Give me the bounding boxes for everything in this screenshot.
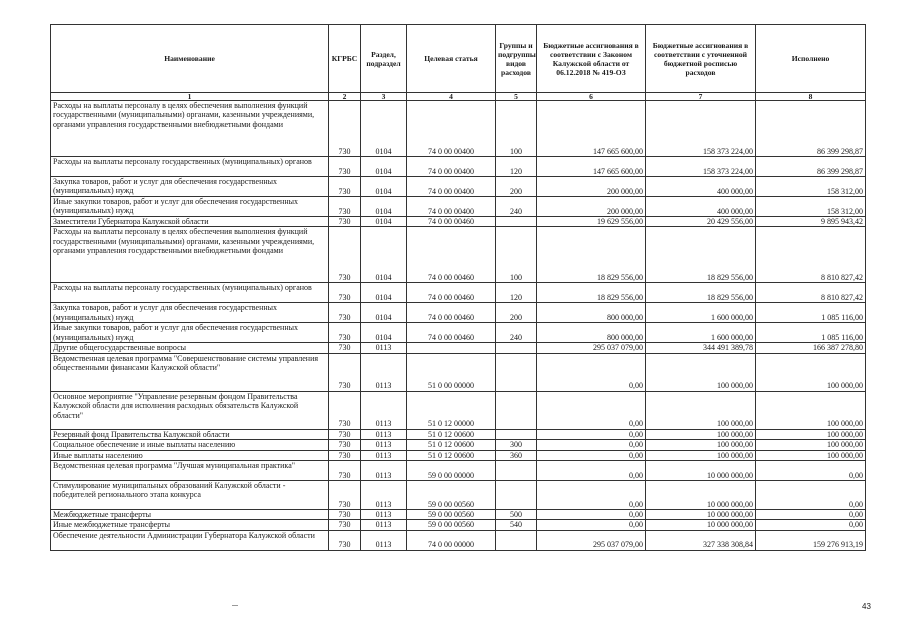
column-number: 7 [646, 93, 756, 101]
row-budget-refined: 20 429 556,00 [646, 217, 756, 227]
row-kgrbs: 730 [329, 303, 361, 323]
row-budget-law: 0,00 [537, 429, 646, 439]
row-kgrbs: 730 [329, 461, 361, 481]
row-kgrbs: 730 [329, 429, 361, 439]
row-budget-law: 800 000,00 [537, 323, 646, 343]
table-row [51, 461, 866, 481]
row-section: 0113 [361, 530, 407, 550]
row-budget-refined: 10 000 000,00 [646, 461, 756, 481]
row-target: 59 0 00 00560 [407, 520, 496, 530]
row-target: 59 0 00 00560 [407, 481, 496, 510]
column-number: 2 [329, 93, 361, 101]
row-executed: 1 085 116,00 [756, 303, 866, 323]
column-number-row [51, 93, 866, 101]
row-target: 74 0 00 00460 [407, 323, 496, 343]
row-budget-law: 147 665 600,00 [537, 157, 646, 177]
table-row [51, 510, 866, 520]
row-budget-law: 0,00 [537, 461, 646, 481]
row-budget-law: 0,00 [537, 450, 646, 460]
row-budget-refined: 100 000,00 [646, 440, 756, 450]
row-section: 0104 [361, 197, 407, 217]
column-number: 4 [407, 93, 496, 101]
row-kgrbs: 730 [329, 323, 361, 343]
row-kgrbs: 730 [329, 217, 361, 227]
row-group: 500 [496, 510, 537, 520]
row-name: Другие общегосударственные вопросы [51, 343, 329, 353]
row-executed: 9 895 943,42 [756, 217, 866, 227]
page-number: 43 [862, 602, 871, 611]
row-name: Межбюджетные трансферты [51, 510, 329, 520]
row-group [496, 217, 537, 227]
row-executed: 100 000,00 [756, 440, 866, 450]
row-name: Расходы на выплаты персоналу государственных (муниципальных) органов [51, 283, 329, 303]
row-group [496, 353, 537, 391]
row-kgrbs: 730 [329, 227, 361, 283]
header-kgrbs: КГРБС [329, 25, 361, 93]
row-name: Иные закупки товаров, работ и услуг для обеспечения государственных (муниципальных) нужд [51, 323, 329, 343]
table-row [51, 440, 866, 450]
row-section: 0113 [361, 481, 407, 510]
table-row [51, 217, 866, 227]
row-section: 0113 [361, 353, 407, 391]
row-budget-refined: 158 373 224,00 [646, 157, 756, 177]
row-name: Расходы на выплаты персоналу в целях обеспечения выполнения функций государственными (муниципальными) органами, казенными учреждениями, органами управления государственными внебюджетными фондами [51, 101, 329, 157]
row-name: Основное мероприятие "Управление резервным фондом Правительства Калужской области для исполнения расходных обязательств Калужской области" [51, 391, 329, 429]
row-target: 51 0 12 00600 [407, 450, 496, 460]
row-target: 74 0 00 00460 [407, 283, 496, 303]
row-target: 74 0 00 00460 [407, 303, 496, 323]
row-section: 0104 [361, 177, 407, 197]
row-budget-refined: 1 600 000,00 [646, 323, 756, 343]
row-target: 59 0 00 00000 [407, 461, 496, 481]
row-kgrbs: 730 [329, 157, 361, 177]
column-number: 3 [361, 93, 407, 101]
row-executed: 158 312,00 [756, 177, 866, 197]
row-budget-law: 0,00 [537, 481, 646, 510]
row-name: Социальное обеспечение и иные выплаты населению [51, 440, 329, 450]
row-group [496, 461, 537, 481]
row-budget-law: 147 665 600,00 [537, 101, 646, 157]
row-budget-refined: 100 000,00 [646, 450, 756, 460]
row-budget-law: 19 629 556,00 [537, 217, 646, 227]
row-budget-law: 0,00 [537, 391, 646, 429]
row-kgrbs: 730 [329, 391, 361, 429]
row-section: 0113 [361, 429, 407, 439]
row-target: 74 0 00 00400 [407, 101, 496, 157]
budget-table [50, 24, 866, 551]
row-executed: 0,00 [756, 520, 866, 530]
row-section: 0104 [361, 227, 407, 283]
row-budget-refined: 10 000 000,00 [646, 481, 756, 510]
row-group [496, 391, 537, 429]
header-budget-law: Бюджетные ассигнования в соответствии с Законом Калужской области от 06.12.2018 № 419-ОЗ [537, 25, 646, 93]
row-budget-refined: 1 600 000,00 [646, 303, 756, 323]
row-executed: 0,00 [756, 481, 866, 510]
row-group: 240 [496, 323, 537, 343]
row-budget-law: 295 037 079,00 [537, 530, 646, 550]
row-group: 120 [496, 283, 537, 303]
row-section: 0113 [361, 391, 407, 429]
row-section: 0113 [361, 461, 407, 481]
row-budget-law: 0,00 [537, 353, 646, 391]
row-executed: 1 085 116,00 [756, 323, 866, 343]
row-group: 240 [496, 197, 537, 217]
row-budget-law: 0,00 [537, 520, 646, 530]
column-number: 6 [537, 93, 646, 101]
row-target: 74 0 00 00460 [407, 227, 496, 283]
row-kgrbs: 730 [329, 177, 361, 197]
row-name: Иные закупки товаров, работ и услуг для обеспечения государственных (муниципальных) нужд [51, 197, 329, 217]
row-group [496, 481, 537, 510]
row-section: 0113 [361, 520, 407, 530]
row-budget-law: 18 829 556,00 [537, 283, 646, 303]
row-name: Иные выплаты населению [51, 450, 329, 460]
row-budget-law: 200 000,00 [537, 177, 646, 197]
row-executed: 166 387 278,80 [756, 343, 866, 353]
header-executed: Исполнено [756, 25, 866, 93]
row-budget-law: 295 037 079,00 [537, 343, 646, 353]
row-target: 74 0 00 00460 [407, 217, 496, 227]
row-section: 0113 [361, 450, 407, 460]
row-executed: 100 000,00 [756, 353, 866, 391]
table-row [51, 323, 866, 343]
row-executed: 158 312,00 [756, 197, 866, 217]
row-section: 0104 [361, 157, 407, 177]
row-executed: 8 810 827,42 [756, 227, 866, 283]
row-kgrbs: 730 [329, 101, 361, 157]
row-budget-refined: 344 491 389,78 [646, 343, 756, 353]
row-kgrbs: 730 [329, 440, 361, 450]
row-executed: 0,00 [756, 461, 866, 481]
table-row [51, 520, 866, 530]
row-name: Заместители Губернатора Калужской области [51, 217, 329, 227]
row-executed: 86 399 298,87 [756, 157, 866, 177]
row-budget-law: 0,00 [537, 510, 646, 520]
row-section: 0113 [361, 510, 407, 520]
row-kgrbs: 730 [329, 197, 361, 217]
row-budget-refined: 158 373 224,00 [646, 101, 756, 157]
header-section: Раздел, подраздел [361, 25, 407, 93]
row-target [407, 343, 496, 353]
table-row [51, 227, 866, 283]
row-budget-refined: 327 338 308,84 [646, 530, 756, 550]
row-target: 51 0 12 00600 [407, 429, 496, 439]
row-target: 51 0 12 00000 [407, 391, 496, 429]
row-name: Закупка товаров, работ и услуг для обеспечения государственных (муниципальных) нужд [51, 177, 329, 197]
table-row [51, 157, 866, 177]
table-row [51, 481, 866, 510]
row-section: 0104 [361, 323, 407, 343]
row-budget-law: 800 000,00 [537, 303, 646, 323]
header-name: Наименование [51, 25, 329, 93]
header-target: Целевая статья [407, 25, 496, 93]
row-group: 300 [496, 440, 537, 450]
row-kgrbs: 730 [329, 530, 361, 550]
row-kgrbs: 730 [329, 283, 361, 303]
row-group: 100 [496, 101, 537, 157]
row-budget-refined: 18 829 556,00 [646, 227, 756, 283]
row-kgrbs: 730 [329, 481, 361, 510]
row-name: Обеспечение деятельности Администрации Губернатора Калужской области [51, 530, 329, 550]
row-budget-law: 200 000,00 [537, 197, 646, 217]
row-budget-refined: 100 000,00 [646, 429, 756, 439]
row-budget-refined: 18 829 556,00 [646, 283, 756, 303]
row-group [496, 343, 537, 353]
row-target: 51 0 12 00600 [407, 440, 496, 450]
row-executed: 8 810 827,42 [756, 283, 866, 303]
row-executed: 86 399 298,87 [756, 101, 866, 157]
table-row [51, 197, 866, 217]
row-kgrbs: 730 [329, 510, 361, 520]
table-row [51, 283, 866, 303]
row-target: 74 0 00 00400 [407, 177, 496, 197]
header-budget-refined: Бюджетные ассигнования в соответствии с уточненной бюджетной росписью расходов [646, 25, 756, 93]
row-budget-law: 18 829 556,00 [537, 227, 646, 283]
row-section: 0113 [361, 343, 407, 353]
row-name: Иные межбюджетные трансферты [51, 520, 329, 530]
table-row [51, 343, 866, 353]
row-section: 0104 [361, 303, 407, 323]
row-group: 200 [496, 303, 537, 323]
table-row [51, 353, 866, 391]
row-target: 74 0 00 00000 [407, 530, 496, 550]
row-group: 120 [496, 157, 537, 177]
row-budget-refined: 10 000 000,00 [646, 520, 756, 530]
row-name: Расходы на выплаты персоналу государственных (муниципальных) органов [51, 157, 329, 177]
row-section: 0104 [361, 101, 407, 157]
row-kgrbs: 730 [329, 353, 361, 391]
row-section: 0104 [361, 283, 407, 303]
row-budget-refined: 10 000 000,00 [646, 510, 756, 520]
row-target: 51 0 00 00000 [407, 353, 496, 391]
row-executed: 159 276 913,19 [756, 530, 866, 550]
header-row [51, 25, 866, 93]
row-group [496, 530, 537, 550]
row-name: Стимулирование муниципальных образований Калужской области - победителей регионального этапа конкурса [51, 481, 329, 510]
row-budget-refined: 400 000,00 [646, 197, 756, 217]
row-group: 200 [496, 177, 537, 197]
row-name: Ведомственная целевая программа "Лучшая муниципальная практика" [51, 461, 329, 481]
row-target: 74 0 00 00400 [407, 197, 496, 217]
table-row [51, 429, 866, 439]
row-group [496, 429, 537, 439]
table-row [51, 530, 866, 550]
table-row [51, 391, 866, 429]
row-kgrbs: 730 [329, 450, 361, 460]
row-target: 74 0 00 00400 [407, 157, 496, 177]
row-name: Закупка товаров, работ и услуг для обеспечения государственных (муниципальных) нужд [51, 303, 329, 323]
row-name: Ведомственная целевая программа "Совершенствование системы управления общественными финансами Калужской области" [51, 353, 329, 391]
row-name: Резервный фонд Правительства Калужской области [51, 429, 329, 439]
row-budget-law: 0,00 [537, 440, 646, 450]
row-budget-refined: 100 000,00 [646, 353, 756, 391]
column-number: 8 [756, 93, 866, 101]
row-section: 0113 [361, 440, 407, 450]
row-executed: 0,00 [756, 510, 866, 520]
row-name: Расходы на выплаты персоналу в целях обеспечения выполнения функций государственными (муниципальными) органами, казенными учреждениями, органами управления государственными внебюджетными фондами [51, 227, 329, 283]
column-number: 1 [51, 93, 329, 101]
table-row [51, 177, 866, 197]
row-executed: 100 000,00 [756, 450, 866, 460]
row-budget-refined: 400 000,00 [646, 177, 756, 197]
row-executed: 100 000,00 [756, 391, 866, 429]
table-row [51, 450, 866, 460]
table-row [51, 101, 866, 157]
row-group: 360 [496, 450, 537, 460]
row-target: 59 0 00 00560 [407, 510, 496, 520]
row-group: 540 [496, 520, 537, 530]
row-kgrbs: 730 [329, 520, 361, 530]
footer-mark [232, 605, 238, 606]
header-group: Группы и подгруппы видов расходов [496, 25, 537, 93]
row-kgrbs: 730 [329, 343, 361, 353]
table-row [51, 303, 866, 323]
row-budget-refined: 100 000,00 [646, 391, 756, 429]
table-body [51, 101, 866, 551]
row-group: 100 [496, 227, 537, 283]
column-number: 5 [496, 93, 537, 101]
row-executed: 100 000,00 [756, 429, 866, 439]
row-section: 0104 [361, 217, 407, 227]
